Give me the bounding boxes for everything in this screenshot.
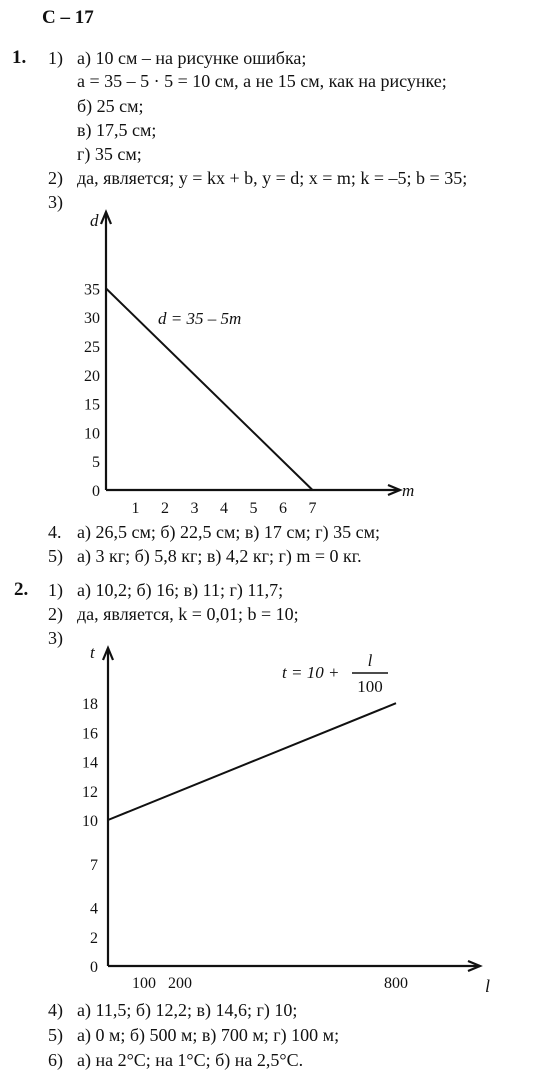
task-1-part-2-text: да, является; y = kx + b, y = d; x = m; k = –5; b = 35; [77,168,468,188]
y-tick-label: 10 [82,813,98,830]
task-1-part-5-label: 5) [48,546,63,566]
task-2-part-5-label: 5) [48,1025,63,1045]
y-tick-label: 14 [82,754,98,772]
task-1-part-5-text: а) 3 кг; б) 5,8 кг; в) 4,2 кг; г) m = 0 кг. [77,546,362,566]
task-2-part-6-text: а) на 2°С; на 1°С; б) на 2,5°С. [77,1050,304,1070]
y-axis-label: d [90,211,99,230]
task-2-part-4-label: 4) [48,1000,63,1020]
task-1-number: 1. [12,47,27,68]
y-tick-label: 20 [84,367,100,385]
task-1-part-1-label: 1) [48,48,63,68]
y-tick-label: 30 [84,310,100,328]
y-tick-label: 4 [90,900,98,918]
x-tick-label: 5 [249,500,258,517]
task-2-part-5-text: а) 0 м; б) 500 м; в) 700 м; г) 100 м; [77,1025,340,1045]
task-1-part-1-b: б) 25 см; [77,96,144,116]
task-1-part-4-label: 4. [48,522,62,542]
task-1-part-1-g: г) 35 см; [77,144,142,164]
page-title: С – 17 [42,7,94,28]
task-2-part-1-text: а) 10,2; б) 16; в) 11; г) 11,7; [77,580,284,600]
task-1-part-1-v: в) 17,5 см; [77,120,157,140]
task-2-part-2-text: да, является, k = 0,01; b = 10; [77,604,299,624]
y-tick-label: 10 [84,425,100,443]
y-tick-label: 5 [92,454,100,472]
y-tick-label: 0 [90,959,98,976]
x-axis-label: m [402,481,415,500]
x-tick-label: 1 [131,500,140,517]
x-tick-label: 6 [279,500,287,517]
x-axis-label: l [485,976,491,996]
x-tick-label: 100 [132,975,156,992]
x-tick-label: 3 [190,500,199,517]
graph-formula: d = 35 – 5m [158,309,242,328]
y-tick-label: 18 [82,696,98,714]
x-tick-label: 4 [220,500,228,517]
graph-line [108,703,396,820]
graph-formula-numerator: l [367,651,373,670]
graph-d-vs-m [70,200,430,520]
task-1-part-4-text: а) 26,5 см; б) 22,5 см; в) 17 см; г) 35 см; [77,522,381,542]
task-2-part-4-text: а) 11,5; б) 12,2; в) 14,6; г) 10; [77,1000,298,1020]
task-1-part-1-note: a = 35 – 5 · 5 = 10 см, а не 15 см, как на рисунке; [77,71,447,91]
graph-formula-denominator: 100 [357,677,383,696]
task-1-part-2-label: 2) [48,168,63,188]
y-axis-label: t [90,643,95,662]
graph-formula-lhs: t = 10 + [282,663,340,682]
x-tick-label: 7 [308,500,317,517]
y-tick-label: 16 [82,725,98,743]
y-tick-label: 35 [84,281,100,299]
x-tick-label: 200 [168,975,192,992]
x-tick-label: 800 [384,975,408,992]
graph-t-vs-l [70,640,510,1000]
task-1-part-3-label: 3) [48,192,63,212]
y-tick-label: 7 [90,856,98,874]
task-2-part-3-label: 3) [48,628,63,648]
task-2-part-2-label: 2) [48,604,63,624]
task-2-part-6-label: 6) [48,1050,63,1070]
y-tick-label: 2 [90,929,98,947]
x-tick-label: 2 [161,500,169,517]
y-tick-label: 12 [82,783,98,801]
task-2-part-1-label: 1) [48,580,63,600]
y-tick-label: 15 [84,396,100,414]
task-1-part-1-a: а) 10 см – на рисунке ошибка; [77,48,307,68]
y-tick-label: 25 [84,339,100,356]
task-2-number: 2. [14,579,29,600]
y-tick-label: 0 [92,483,100,500]
